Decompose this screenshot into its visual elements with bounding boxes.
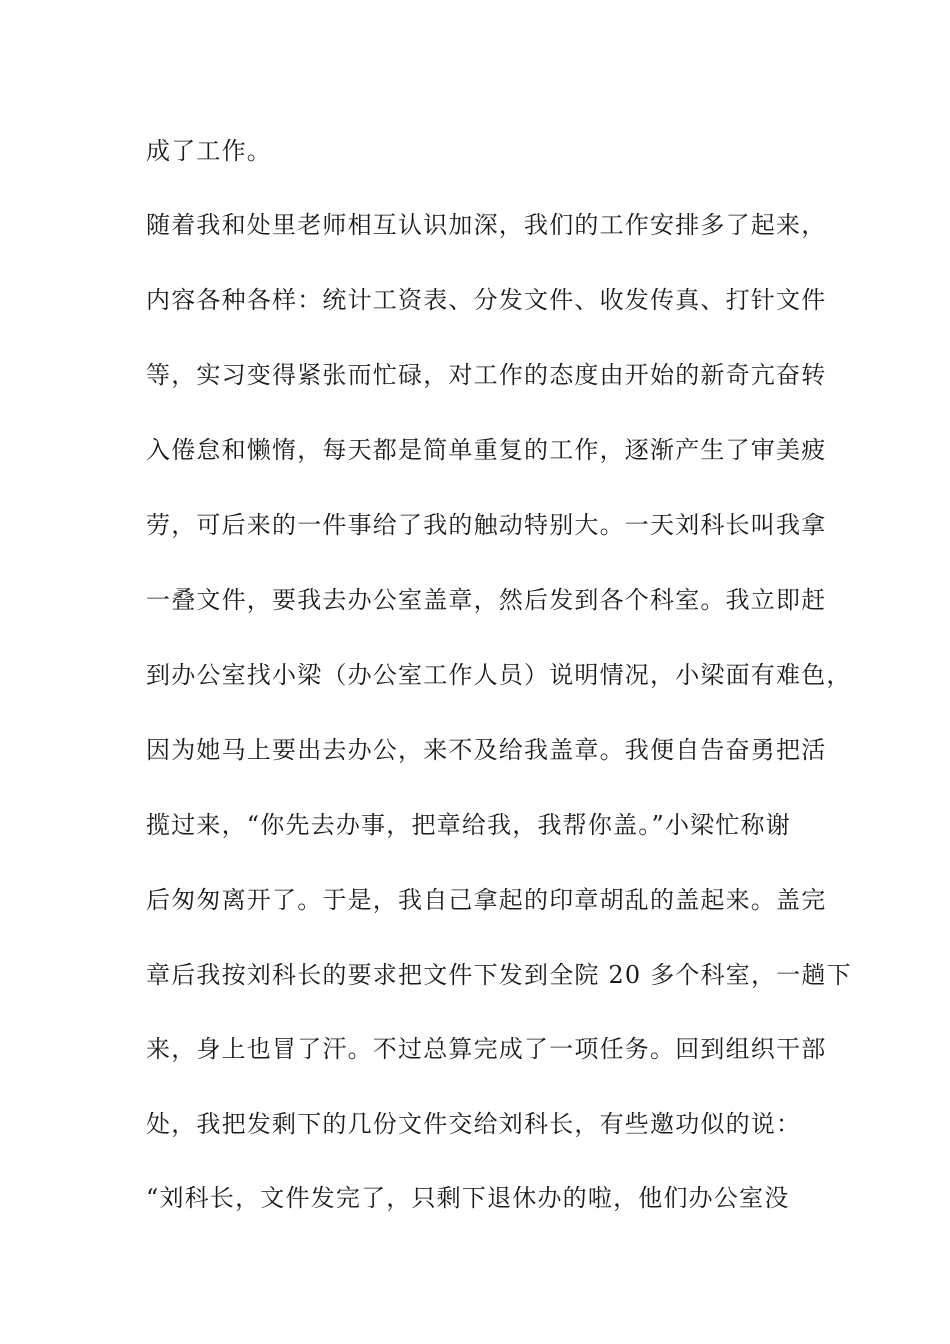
text-line: 入倦怠和懒惰，每天都是简单重复的工作，逐渐产生了审美疲 [146,436,827,464]
text-line: 劳，可后来的一件事给了我的触动特别大。一天刘科长叫我拿 [146,511,827,539]
text-line: 来，身上也冒了汗。不过总算完成了一项任务。回到组织干部 [146,1035,827,1063]
text-line: 因为她马上要出去办公，来不及给我盖章。我便自告奋勇把活 [146,736,827,764]
text-line: 处，我把发剩下的几份文件交给刘科长，有些邀功似的说： [146,1110,802,1138]
text-line: 到办公室找小梁（办公室工作人员）说明情况，小梁面有难色， [146,661,852,689]
text-line: 成了工作。 [146,137,272,165]
text-line: “刘科长，文件发完了，只剩下退休办的啦，他们办公室没 [146,1184,790,1212]
text-line: 随着我和处里老师相互认识加深，我们的工作安排多了起来， [146,211,827,239]
text-line: 揽过来，“你先去办事，把章给我，我帮你盖。”小梁忙称谢 [146,811,791,839]
text-line: 后匆匆离开了。于是，我自己拿起的印章胡乱的盖起来。盖完 [146,886,827,914]
text-line: 内容各种各样：统计工资表、分发文件、收发传真、打针文件 [146,286,827,314]
text-line: 等，实习变得紧张而忙碌，对工作的态度由开始的新奇亢奋转 [146,361,827,389]
text-line: 一叠文件，要我去办公室盖章，然后发到各个科室。我立即赶 [146,586,827,614]
text-line: 章后我按刘科长的要求把文件下发到全院 20 多个科室，一趟下 [146,961,852,989]
